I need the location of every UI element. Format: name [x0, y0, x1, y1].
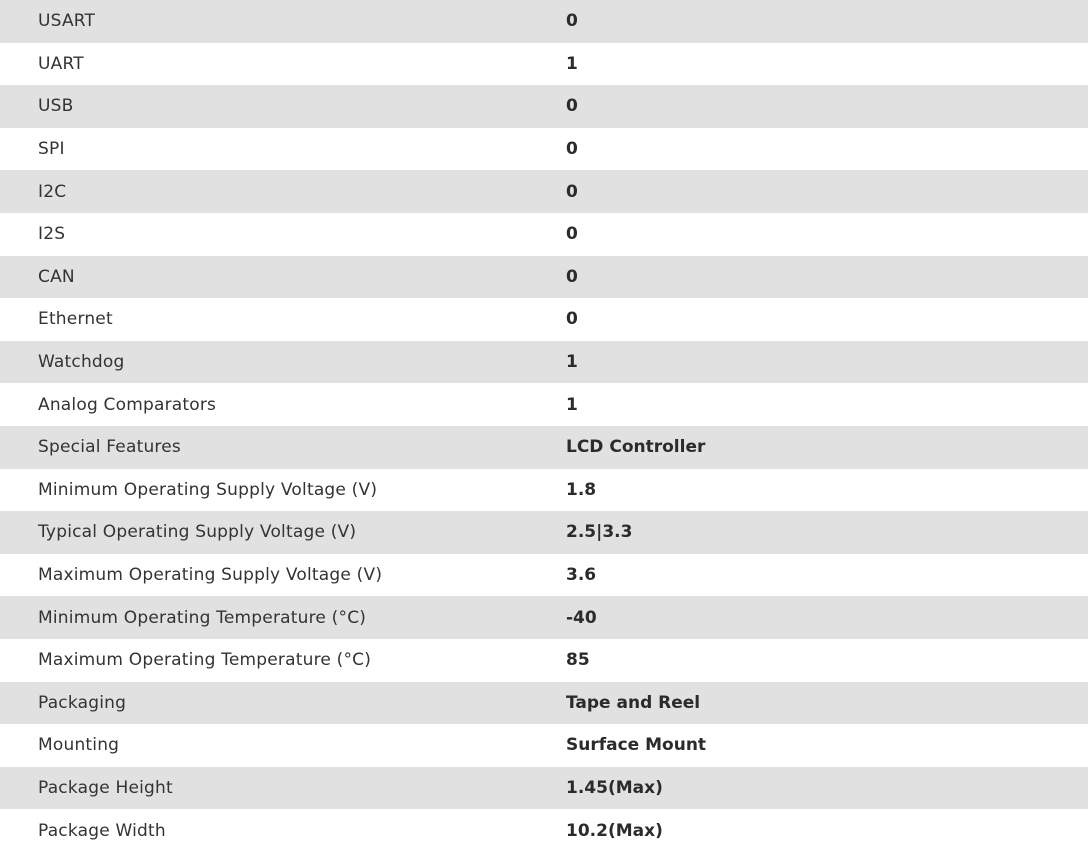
spec-row-uart: [0, 43, 1088, 86]
spec-row-watchdog: [0, 341, 1088, 384]
spec-label: I2C: [38, 181, 67, 202]
spec-row-max-supply-voltage: [0, 554, 1088, 597]
spec-row-packaging: [0, 682, 1088, 725]
spec-label: Ethernet: [38, 309, 113, 330]
spec-row-i2s: [0, 213, 1088, 256]
spec-label: Maximum Operating Supply Voltage (V): [38, 565, 383, 586]
spec-value: 10.2(Max): [566, 820, 663, 841]
spec-value: -40: [566, 607, 597, 628]
spec-label: CAN: [38, 266, 75, 287]
spec-row-typ-supply-voltage: [0, 511, 1088, 554]
spec-value: 3.6: [566, 565, 597, 586]
spec-value: 1: [566, 394, 578, 415]
spec-label: Maximum Operating Temperature (°C): [38, 650, 372, 671]
spec-value: LCD Controller: [566, 437, 706, 458]
spec-label: Minimum Operating Temperature (°C): [38, 607, 367, 628]
spec-label: Analog Comparators: [38, 394, 217, 415]
spec-label: Minimum Operating Supply Voltage (V): [38, 479, 378, 500]
spec-label: Typical Operating Supply Voltage (V): [38, 522, 357, 543]
spec-value: 0: [566, 309, 578, 330]
spec-row-package-height: [0, 767, 1088, 810]
spec-value: 85: [566, 650, 590, 671]
spec-row-min-temperature: [0, 596, 1088, 639]
spec-value: 0: [566, 139, 578, 160]
spec-label: Package Height: [38, 777, 173, 798]
spec-value: Tape and Reel: [566, 692, 701, 713]
spec-value: 0: [566, 11, 578, 32]
spec-value: 1.45(Max): [566, 777, 663, 798]
spec-value: 0: [566, 96, 578, 117]
spec-label: Special Features: [38, 437, 181, 458]
spec-label: I2S: [38, 224, 66, 245]
spec-row-min-supply-voltage: [0, 469, 1088, 512]
spec-row-ethernet: [0, 298, 1088, 341]
spec-row-max-temperature: [0, 639, 1088, 682]
spec-label: USB: [38, 96, 74, 117]
spec-row-i2c: [0, 170, 1088, 213]
spec-value: 2.5|3.3: [566, 522, 633, 543]
spec-value: 1: [566, 352, 578, 373]
spec-label: SPI: [38, 139, 65, 160]
spec-value: 0: [566, 266, 578, 287]
spec-label: Packaging: [38, 692, 127, 713]
spec-row-analog-comparators: [0, 383, 1088, 426]
spec-value: 1.8: [566, 479, 597, 500]
spec-row-package-width: [0, 809, 1088, 850]
spec-label: UART: [38, 53, 84, 74]
spec-row-usb: [0, 85, 1088, 128]
spec-value: 0: [566, 181, 578, 202]
spec-value: Surface Mount: [566, 735, 707, 756]
spec-value: 0: [566, 224, 578, 245]
spec-label: Package Width: [38, 820, 166, 841]
spec-label: USART: [38, 11, 96, 32]
spec-row-spi: [0, 128, 1088, 171]
spec-row-can: [0, 256, 1088, 299]
spec-label: Mounting: [38, 735, 120, 756]
spec-value: 1: [566, 53, 578, 74]
spec-label: Watchdog: [38, 352, 125, 373]
spec-row-special-features: [0, 426, 1088, 469]
spec-row-usart: [0, 0, 1088, 43]
spec-row-mounting: [0, 724, 1088, 767]
